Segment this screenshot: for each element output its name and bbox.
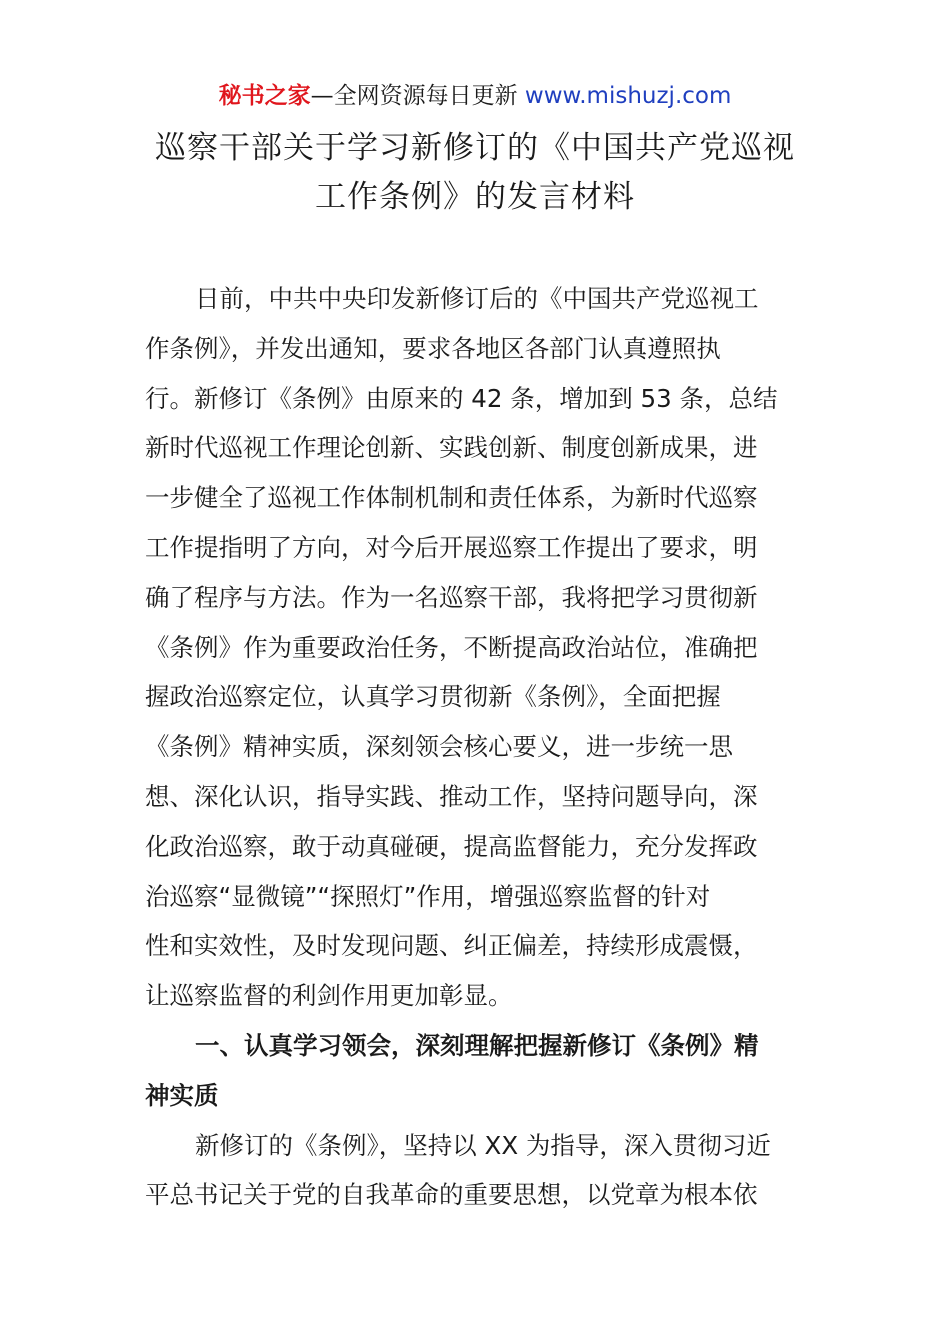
paragraph-line: 化政治巡察，敢于动真碰硬，提高监督能力，充分发挥政	[145, 831, 758, 861]
paragraph-line: 想、深化认识，指导实践、推动工作，坚持问题导向，深	[145, 781, 758, 811]
paragraph-line: 行。新修订《条例》由原来的 42 条，增加到 53 条，总结	[145, 383, 778, 413]
paragraph-line: 性和实效性，及时发现问题、纠正偏差，持续形成震慑，	[145, 931, 758, 961]
paragraph-line: 日前，中共中央印发新修订后的《中国共产党巡视工	[195, 284, 759, 313]
site-brand: 秘书之家	[218, 83, 311, 109]
site-url-link[interactable]: www.mishuzj.com	[524, 83, 732, 109]
site-tagline: —全网资源每日更新	[310, 83, 518, 109]
paragraph-line: 一步健全了巡视工作体制机制和责任体系，为新时代巡察	[145, 483, 758, 513]
title-line: 巡察干部关于学习新修订的《中国共产党巡视	[155, 130, 795, 166]
site-header	[0, 80, 950, 112]
paragraph-line: 作条例》，并发出通知，要求各地区各部门认真遵照执	[145, 333, 721, 363]
paragraph-line: 治巡察“显微镜”“探照灯”作用，增强巡察监督的针对	[145, 881, 711, 911]
document-title	[120, 124, 830, 222]
section-heading-line: 一、认真学习领会，深刻理解把握新修订《条例》精	[195, 1030, 759, 1060]
paragraph-line: 《条例》作为重要政治任务，不断提高政治站位，准确把	[145, 632, 758, 662]
title-line: 工作条例》的发言材料	[315, 179, 635, 215]
paragraph-line: 《条例》精神实质，深刻领会核心要义，进一步统一思	[145, 732, 733, 762]
section-heading-line: 神实质	[145, 1080, 219, 1110]
paragraph-line: 握政治巡察定位，认真学习贯彻新《条例》，全面把握	[145, 682, 721, 712]
paragraph-line: 工作提指明了方向，对今后开展巡察工作提出了要求，明	[145, 532, 758, 562]
paragraph-line: 新时代巡视工作理论创新、实践创新、制度创新成果，进	[145, 433, 758, 463]
document-body	[145, 274, 810, 1220]
paragraph-line: 新修订的《条例》，坚持以 XX 为指导，深入贯彻习近	[195, 1130, 771, 1160]
paragraph-line: 平总书记关于党的自我革命的重要思想，以党章为根本依	[145, 1180, 758, 1210]
paragraph-line: 确了程序与方法。作为一名巡察干部，我将把学习贯彻新	[145, 582, 758, 612]
paragraph-line: 让巡察监督的利剑作用更加彰显。	[145, 981, 513, 1011]
